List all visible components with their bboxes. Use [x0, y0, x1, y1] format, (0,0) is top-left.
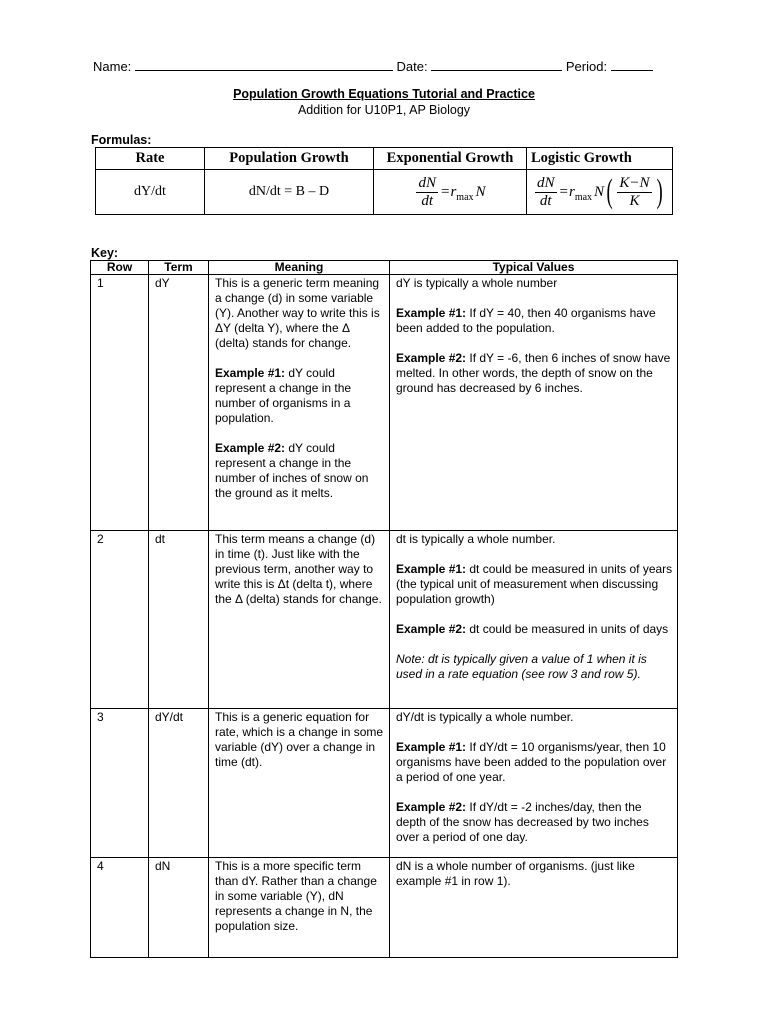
row-number-cell: 4 [91, 858, 149, 958]
name-blank[interactable] [135, 58, 393, 71]
key-table [90, 260, 678, 958]
term-cell: dY [149, 275, 209, 531]
typical-paragraph [396, 652, 673, 682]
formula-header-logistic-growth: Logistic Growth [527, 148, 673, 170]
right-paren-glyph: ) [656, 173, 663, 210]
meaning-cell [209, 709, 390, 858]
log-denominator: dt [539, 192, 552, 209]
log-inner-numerator: K−N [619, 174, 650, 191]
meaning-paragraph: This is a generic term meaning a change (d) in some variable (Y). Another way to write this is ΔY (delta Y), where the Δ (delta) stands for change. [215, 276, 380, 350]
date-blank[interactable] [431, 58, 562, 71]
typical-paragraph: Example #1: If dY = 40, then 40 organisms have been added to the population. [396, 306, 656, 335]
typical-example-label: Example #1: [396, 740, 467, 754]
formula-exponential-growth [374, 170, 527, 215]
exp-equals: = [440, 183, 450, 200]
exp-numerator: dN [418, 174, 436, 191]
key-header-typical-values: Typical Values [390, 261, 678, 275]
log-numerator: dN [537, 174, 555, 191]
log-max-subscript: max [574, 191, 593, 203]
key-header-term: Term [149, 261, 209, 275]
key-header-row: Row [91, 261, 149, 275]
row-number-cell: 1 [91, 275, 149, 531]
exp-max-subscript: max [456, 191, 474, 203]
typical-example-label: Example #2: [396, 622, 467, 636]
meaning-paragraph: Example #1: dY could represent a change in the number of organisms in a population. [215, 366, 352, 425]
formula-population-growth: dN/dt = B – D [205, 170, 374, 215]
typical-paragraph: dN is a whole number of organisms. (just like example #1 in row 1). [396, 859, 635, 888]
formula-logistic-growth [527, 170, 673, 215]
exp-denominator: dt [421, 192, 434, 209]
table-row [91, 275, 678, 531]
meaning-cell [209, 531, 390, 709]
meaning-example-label: Example #1: [215, 366, 286, 380]
table-row [91, 709, 678, 858]
student-info-line [93, 58, 683, 74]
meaning-paragraph: This is a more specific term than dY. Rather than a change in some variable (Y), dN represents a change in N, the population size. [215, 859, 377, 933]
period-blank[interactable] [611, 58, 653, 71]
key-header-meaning: Meaning [209, 261, 390, 275]
key-label: Key: [91, 246, 119, 260]
typical-values-cell [390, 709, 678, 858]
typical-paragraph: dY/dt is typically a whole number. [396, 710, 574, 724]
typical-values-cell [390, 531, 678, 709]
typical-example-label: Example #1: [396, 306, 467, 320]
table-row [91, 531, 678, 709]
typical-paragraph: Example #2: If dY = -6, then 6 inches of snow have melted. In other words, the depth of snow on the ground has decreased by 6 inches. [396, 351, 671, 395]
typical-example-label: Example #2: [396, 800, 467, 814]
typical-paragraph: Example #1: If dY/dt = 10 organisms/year, then 10 organisms have been added to the population over a period of one year. [396, 740, 667, 784]
typical-paragraph: Example #2: dt could be measured in units of days [396, 622, 669, 636]
typical-values-cell [390, 275, 678, 531]
log-r: r [568, 183, 575, 200]
exp-n: N [475, 183, 486, 200]
date-label: Date: [396, 59, 428, 74]
typical-paragraph: dt is typically a whole number. [396, 532, 556, 546]
meaning-paragraph: Example #2: dY could represent a change in the number of inches of snow on the ground as it melts. [215, 441, 369, 500]
row-number-cell: 3 [91, 709, 149, 858]
meaning-cell [209, 275, 390, 531]
meaning-paragraph: This is a generic equation for rate, which is a change in some variable (dY) over a change in time (dt). [215, 710, 384, 769]
typical-paragraph: dY is typically a whole number [396, 276, 558, 290]
log-n: N [594, 183, 605, 200]
formula-header-rate: Rate [96, 148, 205, 170]
typical-note: Note: dt is typically given a value of 1 when it is used in a rate equation (see row 3 and row 5). [396, 652, 647, 681]
typical-example-label: Example #1: [396, 562, 467, 576]
name-label: Name: [93, 59, 132, 74]
typical-example-label: Example #2: [396, 351, 467, 365]
term-cell: dY/dt [149, 709, 209, 858]
formula-rate: dY/dt [96, 170, 205, 215]
exp-r: r [450, 183, 457, 200]
typical-paragraph: Example #2: If dY/dt = -2 inches/day, then the depth of the snow has decreased by two inches over a period of one day. [396, 800, 649, 844]
term-cell: dN [149, 858, 209, 958]
typical-values-cell [390, 858, 678, 958]
formula-header-exponential-growth: Exponential Growth [374, 148, 527, 170]
table-row [91, 858, 678, 958]
row-number-cell: 2 [91, 531, 149, 709]
key-table-body [91, 275, 678, 958]
meaning-paragraph: This term means a change (d) in time (t). Just like with the previous term, another way to write this is Δt (delta t), where the Δ (delta) stands for change. [215, 532, 382, 606]
period-label: Period: [565, 59, 608, 74]
meaning-cell [209, 858, 390, 958]
typical-paragraph: Example #1: dt could be measured in units of years (the typical unit of measurement when discussing population growth) [396, 562, 673, 606]
meaning-example-label: Example #2: [215, 441, 286, 455]
left-paren-glyph: ( [606, 173, 613, 210]
formulas-label: Formulas: [91, 133, 152, 147]
worksheet-title: Population Growth Equations Tutorial and Practice [233, 87, 535, 101]
log-equals: = [559, 183, 568, 200]
formulas-table [95, 147, 673, 215]
term-cell: dt [149, 531, 209, 709]
log-inner-denominator: K [629, 192, 640, 209]
formula-header-population-growth: Population Growth [205, 148, 374, 170]
worksheet-subtitle: Addition for U10P1, AP Biology [297, 103, 471, 117]
